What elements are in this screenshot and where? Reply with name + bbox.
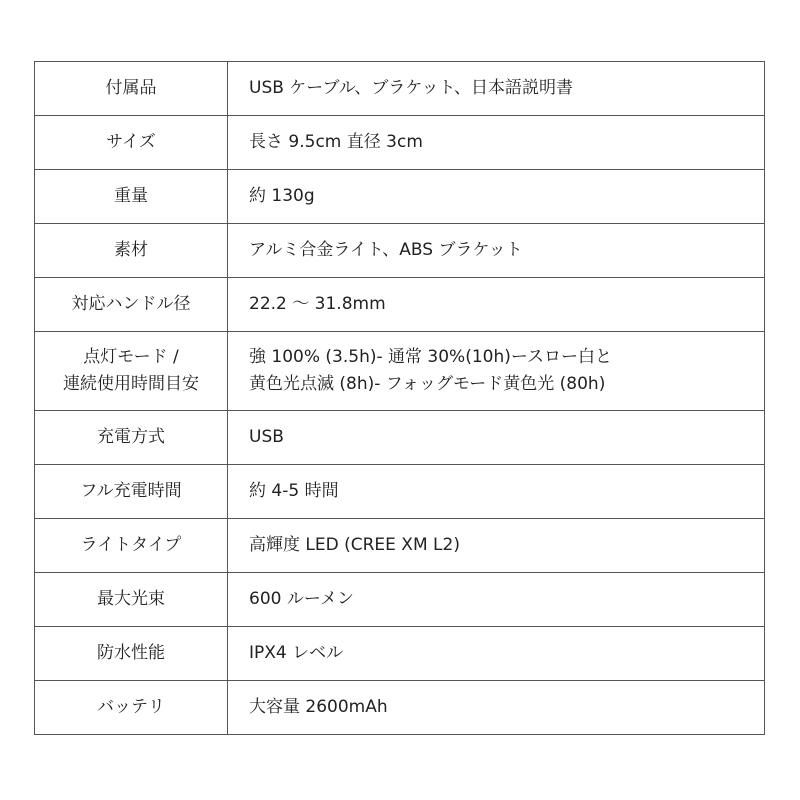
table-row — [35, 519, 765, 573]
spec-label — [35, 224, 228, 278]
spec-label-line: ライトタイプ — [80, 535, 182, 555]
spec-label — [35, 465, 228, 519]
spec-value-line: 600 ルーメン — [249, 589, 355, 609]
spec-label-line: 付属品 — [105, 78, 157, 98]
spec-value — [228, 411, 765, 465]
spec-label-line: フル充電時間 — [80, 481, 182, 501]
table-row — [35, 627, 765, 681]
spec-label — [35, 681, 228, 735]
spec-label-line: 最大光束 — [97, 589, 165, 609]
table-row — [35, 62, 765, 116]
spec-value-line: 約 130g — [249, 186, 315, 206]
spec-label — [35, 278, 228, 332]
spec-value — [228, 224, 765, 278]
table-row — [35, 681, 765, 735]
spec-value — [228, 170, 765, 224]
spec-value — [228, 573, 765, 627]
spec-value-line: 長さ 9.5cm 直径 3cm — [249, 132, 423, 152]
spec-label-line: 連続使用時間目安 — [63, 374, 199, 394]
table-row — [35, 411, 765, 465]
spec-label-line: 重量 — [114, 186, 148, 206]
spec-value-line: アルミ合金ライト、ABS ブラケット — [249, 240, 523, 260]
table-row — [35, 116, 765, 170]
spec-label — [35, 62, 228, 116]
spec-label — [35, 411, 228, 465]
table-row — [35, 170, 765, 224]
spec-table — [34, 61, 765, 735]
spec-label-line: 対応ハンドル径 — [71, 294, 191, 314]
spec-value — [228, 465, 765, 519]
spec-label-line: 素材 — [114, 240, 148, 260]
spec-value — [228, 62, 765, 116]
spec-value-line: IPX4 レベル — [249, 643, 344, 663]
spec-value-line: USB ケーブル、ブラケット、日本語説明書 — [249, 78, 574, 98]
table-row — [35, 573, 765, 627]
spec-value — [228, 116, 765, 170]
spec-value — [228, 278, 765, 332]
spec-label — [35, 332, 228, 411]
spec-value-line: 高輝度 LED (CREE XM L2) — [249, 535, 460, 555]
spec-value — [228, 627, 765, 681]
spec-value — [228, 519, 765, 573]
table-row — [35, 278, 765, 332]
spec-label — [35, 170, 228, 224]
spec-label — [35, 627, 228, 681]
table-row — [35, 224, 765, 278]
spec-label — [35, 573, 228, 627]
spec-label-line: 充電方式 — [97, 427, 165, 447]
spec-label-line: 防水性能 — [97, 643, 165, 663]
spec-label — [35, 519, 228, 573]
table-row — [35, 332, 765, 411]
spec-value-line: 22.2 ～ 31.8mm — [249, 294, 386, 314]
spec-label-line: サイズ — [106, 132, 156, 152]
spec-value-line: 黄色光点滅 (8h)- フォッグモード黄色光 (80h) — [249, 374, 606, 394]
spec-label-line: 点灯モード / — [83, 347, 179, 367]
spec-value-line: USB — [249, 427, 284, 447]
spec-label — [35, 116, 228, 170]
table-row — [35, 465, 765, 519]
spec-value-line: 約 4-5 時間 — [249, 481, 339, 501]
spec-value-line: 大容量 2600mAh — [249, 697, 388, 717]
spec-value-line: 強 100% (3.5h)- 通常 30%(10h)ースロー白と — [249, 347, 613, 367]
spec-value — [228, 332, 765, 411]
spec-value — [228, 681, 765, 735]
spec-label-line: バッテリ — [97, 697, 165, 717]
